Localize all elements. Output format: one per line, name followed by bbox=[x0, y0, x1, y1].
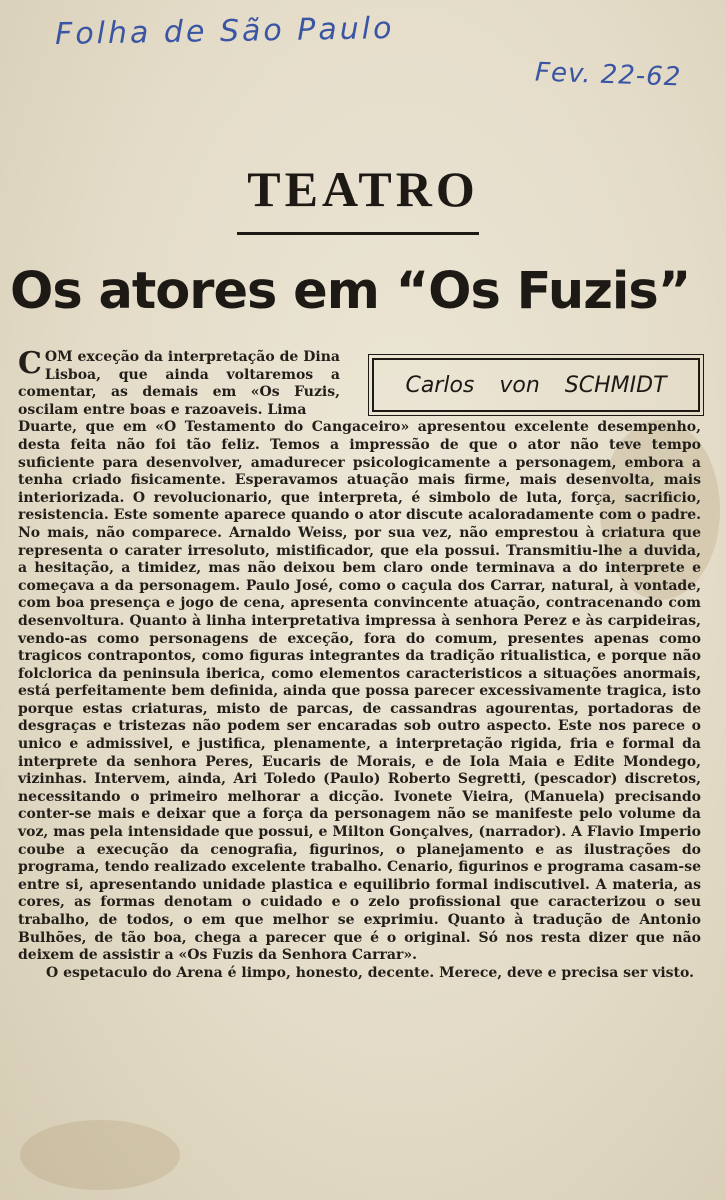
handwritten-source: Folha de São Paulo bbox=[54, 11, 395, 52]
paper-stain bbox=[20, 1120, 180, 1190]
article-opening bbox=[18, 346, 340, 419]
article-body bbox=[18, 346, 701, 982]
article-closing-paragraph: O espetaculo do Arena é limpo, honesto, decente. Merece, deve e precisa ser visto. bbox=[46, 964, 694, 981]
article-opening-text: OM exceção da interpretação de Dina Lisboa, que ainda voltaremos a comentar, as demais em «Os Fuzis, oscilam entre boas e razoaveis. Lima bbox=[18, 349, 340, 418]
article-paragraph: Duarte, que em «O Testamento do Cangaceiro» apresentou excelente desempenho, desta feita não foi tão feliz. Temos a impressão de que o ator não teve tempo suficiente para desenvolver, amadurecer psicologicamente a personagem, embora a tenha criado fisicamente. Esperavamos atuação mais firme, mais desenvolta, mais interiorizada. O revolucionario, que interpreta, é simbolo de luta, força, sacrificio, resistencia. Este somente aparece quando o ator discute acaloradamente com o padre. No mais, não comparece. Arnaldo Weiss, por sua vez, não emprestou à criatura que representa o carater irresoluto, mistificador, que ela possui. Transmitiu-lhe a duvida, a hesitação, a timidez, mas não deixou bem claro onde terminava a do interprete e começava a da personagem. Paulo José, como o caçula dos Carrar, natural, à vontade, com boa presença e jogo de cena, apresenta convincente atuação, contracenando com desenvoltura. Quanto à linha interpretativa impressa à senhora Perez e às carpideiras, vendo-as como personagens de exceção, fora do comum, presentes apenas como tragicos contrapontos, como figuras integrantes da tradição ritualistica, e porque não folclorica da peninsula iberica, como elementos caracteristicos a situações anormais, está perfeitamente bem definida, ainda que possa parecer excessivamente tragica, isto porque estas criaturas, misto de parcas, de cassandras agourentas, portadoras de desgraças e tristezas não podem ser encaradas sob outro aspecto. Este nos parece o unico e admissivel, e justifica, plenamente, a interpretação rigida, fria e formal da interprete da senhora Peres, Eucaris de Morais, e de Iola Maia e Edite Mondego, vizinhas. Intervem, ainda, Ari Toledo (Paulo) Roberto Segretti, (pescador) discretos, necessitando o primeiro melhorar a dicção. Ivonete Vieira, (Manuela) precisando conter-se mais e deixar que a força da personagem não se manifeste pelo volume da voz, mas pela intensidade que possui, e Milton Gonçalves, (narrador). A Flavio Imperio coube a execução da cenografia, figurinos, o planejamento e as ilustrações do programa, tendo realizado excelente trabalho. Cenario, figurinos e programa casam-se entre si, apresentando unidade plastica e equilibrio formal indiscutivel. A materia, as cores, as formas denotam o cuidado e o zelo profissional que caracterizou o seu trabalho, de todos, o em que melhor se exprimiu. Quanto à tradução de Antonio Bulhões, de tão boa, chega a parecer que é o original. Só nos resta dizer que não deixem de assistir a «Os Fuzis da Senhora Carrar». bbox=[18, 419, 701, 964]
section-divider bbox=[237, 232, 479, 235]
headline: Os atores em “Os Fuzis” bbox=[10, 262, 691, 321]
section-title: TEATRO bbox=[247, 161, 479, 217]
handwritten-date: Fev. 22-62 bbox=[534, 57, 682, 93]
byline-box: Carlos von SCHMIDT bbox=[372, 358, 700, 412]
drop-cap: C bbox=[18, 346, 42, 381]
